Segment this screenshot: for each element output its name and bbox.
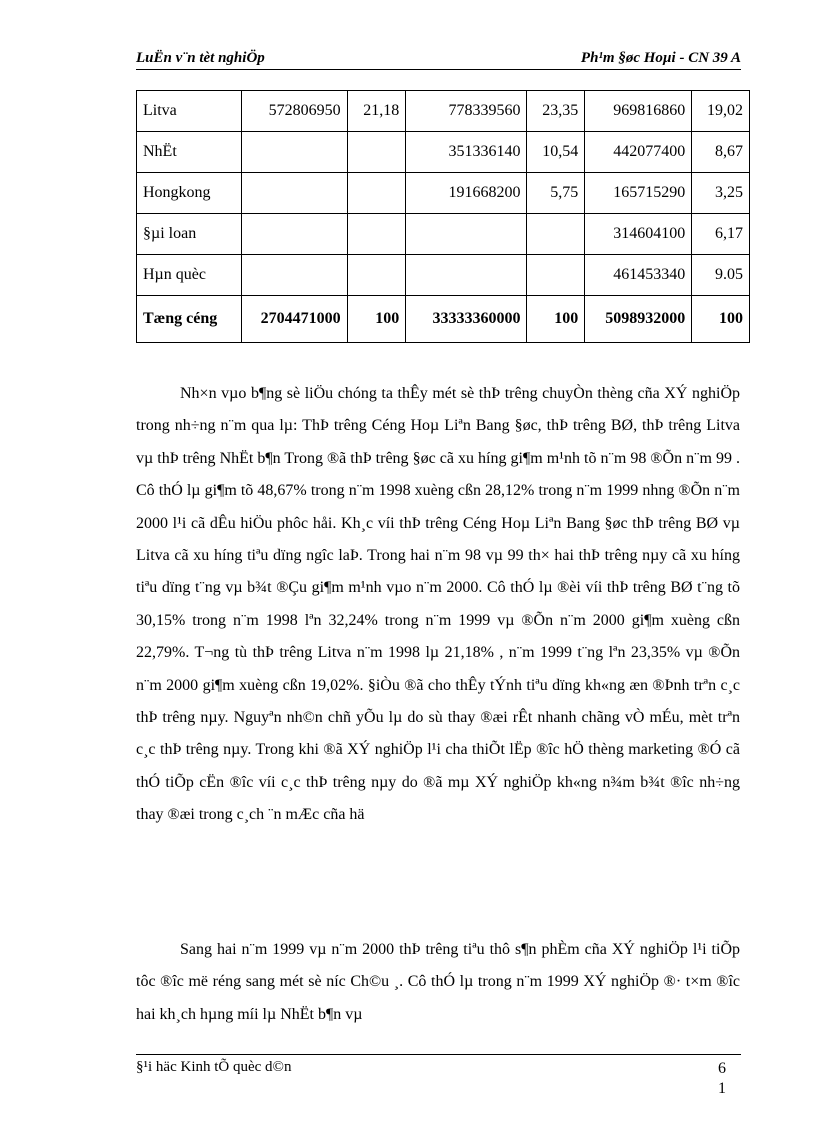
page-header xyxy=(136,50,741,68)
table-cell-value xyxy=(347,214,406,255)
table-cell-country: Hµn quèc xyxy=(137,255,242,296)
table-cell-value: 23,35 xyxy=(527,91,585,132)
table-cell-value xyxy=(241,132,347,173)
table-cell-value: 969816860 xyxy=(585,91,692,132)
table-cell-country: Litva xyxy=(137,91,242,132)
market-table xyxy=(136,90,750,343)
table-total-value: 5098932000 xyxy=(585,296,692,343)
table-cell-country: §µi loan xyxy=(137,214,242,255)
table-row xyxy=(137,91,750,132)
table-cell-value xyxy=(527,255,585,296)
table-row xyxy=(137,173,750,214)
table-cell-value xyxy=(241,173,347,214)
table-cell-value: 351336140 xyxy=(406,132,527,173)
table-total-value: 33333360000 xyxy=(406,296,527,343)
table-cell-value: 6,17 xyxy=(692,214,750,255)
table-cell-value: 8,67 xyxy=(692,132,750,173)
table-total-value: 100 xyxy=(347,296,406,343)
table-cell-value xyxy=(406,255,527,296)
table-cell-country: NhËt xyxy=(137,132,242,173)
table-total-label: Tæng céng xyxy=(137,296,242,343)
table-cell-value: 3,25 xyxy=(692,173,750,214)
table-cell-value: 21,18 xyxy=(347,91,406,132)
table-cell-value: 314604100 xyxy=(585,214,692,255)
table-row xyxy=(137,132,750,173)
table-row xyxy=(137,255,750,296)
table-cell-value xyxy=(527,214,585,255)
paragraph-2: Sang hai n¨m 1999 vµ n¨m 2000 thÞ trêng tiªu thô s¶n phÈm cña XÝ nghiÖp l¹i tiÕp tôc ®îc më réng sang mét sè níc Ch©u ¸. Cô thÓ lµ trong n¨m 1999 XÝ nghiÖp ®· t×m ®îc hai kh¸ch hµng míi lµ NhËt b¶n vµ xyxy=(136,941,740,1023)
table-cell-country: Hongkong xyxy=(137,173,242,214)
table-cell-value: 5,75 xyxy=(527,173,585,214)
table-cell-value: 19,02 xyxy=(692,91,750,132)
table-cell-value xyxy=(241,255,347,296)
table-cell-value: 191668200 xyxy=(406,173,527,214)
paragraph-1-block xyxy=(136,378,740,832)
market-table-body xyxy=(137,91,750,343)
header-thesis-title: LuËn v¨n tèt nghiÖp xyxy=(136,50,265,66)
header-divider xyxy=(136,69,741,70)
table-cell-value xyxy=(347,132,406,173)
table-total-value: 100 xyxy=(692,296,750,343)
paragraph-1: Nh×n vµo b¶ng sè liÖu chóng ta thÊy mét sè thÞ trêng chuyÒn thèng cña XÝ nghiÖp trong nh÷ng n¨m qua lµ: ThÞ trêng Céng Hoµ Liªn Bang §øc, thÞ trêng BØ, thÞ trêng Litva vµ thÞ trêng NhËt b¶n Trong ®ã thÞ trêng §øc cã xu híng gi¶m m¹nh tõ n¨m 98 ®Õn n¨m 99 . Cô thÓ lµ gi¶m tõ 48,67% trong n¨m 1998 xuèng cßn 28,12% trong n¨m 1999 nhng ®Õn n¨m 2000 l¹i cã dÊu hiÖu phôc håi. Kh¸c víi thÞ trêng Céng Hoµ Liªn Bang §øc thÞ trêng BØ vµ Litva cã xu híng tiªu dïng ngîc laÞ. Trong hai n¨m 98 vµ 99 th× hai thÞ trêng nµy cã xu híng tiªu dïng t¨ng vµ b¾t ®Çu gi¶m m¹nh vµo n¨m 2000. Cô thÓ lµ ®èi víi thÞ trêng BØ t¨ng tõ 30,15% trong n¨m 1998 lªn 32,24% trong n¨m 1999 vµ ®Õn n¨m 2000 gi¶m xuèng cßn 22,79%. T¬ng tù thÞ trêng Litva n¨m 1998 lµ 21,18% , n¨m 1999 t¨ng lªn 23,35% vµ ®Õn n¨m 2000 gi¶m xuèng cßn 19,02%. §iÒu ®ã cho thÊy tÝnh tiªu dïng kh«ng æn ®Þnh trªn c¸c thÞ trêng nµy. Nguyªn nh©n chñ yÕu lµ do sù thay ®æi rÊt nhanh chãng vÒ mÉu, mèt trªn c¸c thÞ trêng nµy. Trong khi ®ã XÝ nghiÖp l¹i cha thiÕt lËp ®îc hÖ thèng marketing ®Ó cã thÓ tiÕp cËn ®îc víi c¸c thÞ trêng nµy do ®ã mµ XÝ nghiÖp kh«ng n¾m b¾t ®îc nh÷ng thay ®æi trong c¸ch ¨n mÆc cña hä xyxy=(136,385,740,824)
table-row xyxy=(137,214,750,255)
header-author: Ph¹m §øc Hoµi - CN 39 A xyxy=(580,50,741,66)
table-cell-value: 9.05 xyxy=(692,255,750,296)
table-cell-value xyxy=(347,173,406,214)
footer-divider xyxy=(136,1054,741,1055)
table-total-value: 100 xyxy=(527,296,585,343)
table-cell-value xyxy=(347,255,406,296)
table-cell-value xyxy=(241,214,347,255)
footer-university: §¹i häc Kinh tÕ quèc d©n xyxy=(136,1059,292,1075)
table-total-value: 2704471000 xyxy=(241,296,347,343)
table-cell-value: 572806950 xyxy=(241,91,347,132)
page-number xyxy=(712,1059,732,1099)
page-number-value: 6 1 xyxy=(718,1060,726,1097)
paragraph-2-block xyxy=(136,934,740,1031)
table-cell-value: 442077400 xyxy=(585,132,692,173)
table-cell-value: 778339560 xyxy=(406,91,527,132)
table-cell-value xyxy=(406,214,527,255)
table-total-row xyxy=(137,296,750,343)
table-cell-value: 461453340 xyxy=(585,255,692,296)
table-cell-value: 165715290 xyxy=(585,173,692,214)
table-cell-value: 10,54 xyxy=(527,132,585,173)
